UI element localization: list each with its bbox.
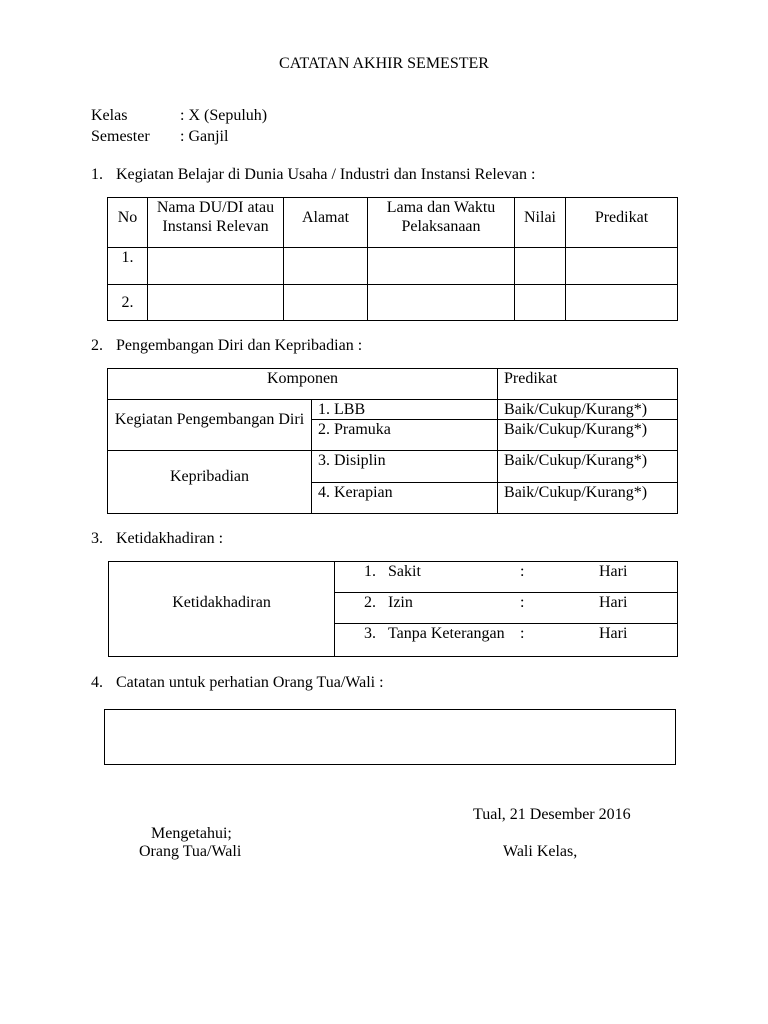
item-separator: : (520, 563, 525, 580)
orang-tua-wali-label: Orang Tua/Wali (139, 843, 242, 860)
cell-alamat (284, 285, 368, 321)
group-kepribadian: Kepribadian (108, 451, 312, 514)
cell-nilai (515, 285, 566, 321)
wali-kelas-label: Wali Kelas, (503, 843, 578, 860)
column-header-predikat: Predikat (498, 369, 678, 400)
cell-lama (368, 248, 515, 285)
item-predikat: Baik/Cukup/Kurang*) (498, 483, 678, 514)
table-row (108, 451, 678, 483)
table-row (109, 562, 678, 593)
cell-lama (368, 285, 515, 321)
item-label: Sakit (388, 563, 421, 580)
item-predikat: Baik/Cukup/Kurang*) (498, 420, 678, 451)
item-label: 2. Pramuka (312, 420, 498, 451)
item-unit: Hari (599, 563, 628, 580)
row-number: 1. (108, 248, 148, 285)
table-row (108, 285, 678, 321)
document-title: CATATAN AKHIR SEMESTER (279, 55, 489, 72)
table-header-row (108, 369, 678, 400)
item-separator: : (520, 594, 525, 611)
column-header-no: No (108, 198, 148, 248)
section1-number: 1. (91, 166, 103, 183)
du-di-table (107, 197, 678, 321)
item-number: 1. (364, 563, 376, 580)
column-header-nilai: Nilai (515, 198, 566, 248)
cell-predikat (566, 285, 678, 321)
item-number: 2. (364, 594, 376, 611)
absence-item-izin (335, 593, 678, 624)
cell-nilai (515, 248, 566, 285)
item-label: Izin (388, 594, 413, 611)
item-label: 4. Kerapian (312, 483, 498, 514)
group-kegiatan-pengembangan-diri: Kegiatan Pengembangan Diri (108, 400, 312, 451)
semester-label: Semester (91, 128, 150, 145)
item-predikat: Baik/Cukup/Kurang*) (498, 400, 678, 420)
item-label: Tanpa Keterangan (388, 625, 505, 642)
kelas-value: : X (Sepuluh) (180, 107, 268, 124)
section3-number: 3. (91, 530, 103, 547)
section2-heading: Pengembangan Diri dan Kepribadian : (116, 337, 363, 354)
section3-heading: Ketidakhadiran : (116, 530, 224, 547)
pengembangan-diri-table (107, 368, 678, 514)
item-label: 1. LBB (312, 400, 498, 420)
ketidakhadiran-label: Ketidakhadiran (109, 562, 335, 657)
item-predikat: Baik/Cukup/Kurang*) (498, 451, 678, 483)
cell-nama (148, 248, 284, 285)
section4-number: 4. (91, 674, 103, 691)
place-date: Tual, 21 Desember 2016 (473, 806, 631, 823)
table-row (108, 248, 678, 285)
ketidakhadiran-table (108, 561, 678, 657)
item-unit: Hari (599, 594, 628, 611)
semester-value: : Ganjil (180, 128, 229, 145)
column-header-komponen: Komponen (108, 369, 498, 400)
row-number: 2. (108, 285, 148, 321)
column-header-lama: Lama dan Waktu Pelaksanaan (368, 198, 515, 248)
kelas-label: Kelas (91, 107, 128, 124)
item-separator: : (520, 625, 525, 642)
section4-heading: Catatan untuk perhatian Orang Tua/Wali : (116, 674, 384, 691)
absence-item-tanpa-keterangan (335, 624, 678, 657)
cell-alamat (284, 248, 368, 285)
cell-nama (148, 285, 284, 321)
item-number: 3. (364, 625, 376, 642)
section1-heading: Kegiatan Belajar di Dunia Usaha / Industri dan Instansi Relevan : (116, 166, 536, 183)
column-header-alamat: Alamat (284, 198, 368, 248)
section2-number: 2. (91, 337, 103, 354)
column-header-predikat: Predikat (566, 198, 678, 248)
mengetahui-label: Mengetahui; (151, 825, 232, 842)
cell-predikat (566, 248, 678, 285)
absence-item-sakit (335, 562, 678, 593)
catatan-box (104, 709, 676, 765)
table-header-row (108, 198, 678, 248)
item-label: 3. Disiplin (312, 451, 498, 483)
item-unit: Hari (599, 625, 628, 642)
table-row (108, 400, 678, 420)
column-header-nama: Nama DU/DI atau Instansi Relevan (148, 198, 284, 248)
